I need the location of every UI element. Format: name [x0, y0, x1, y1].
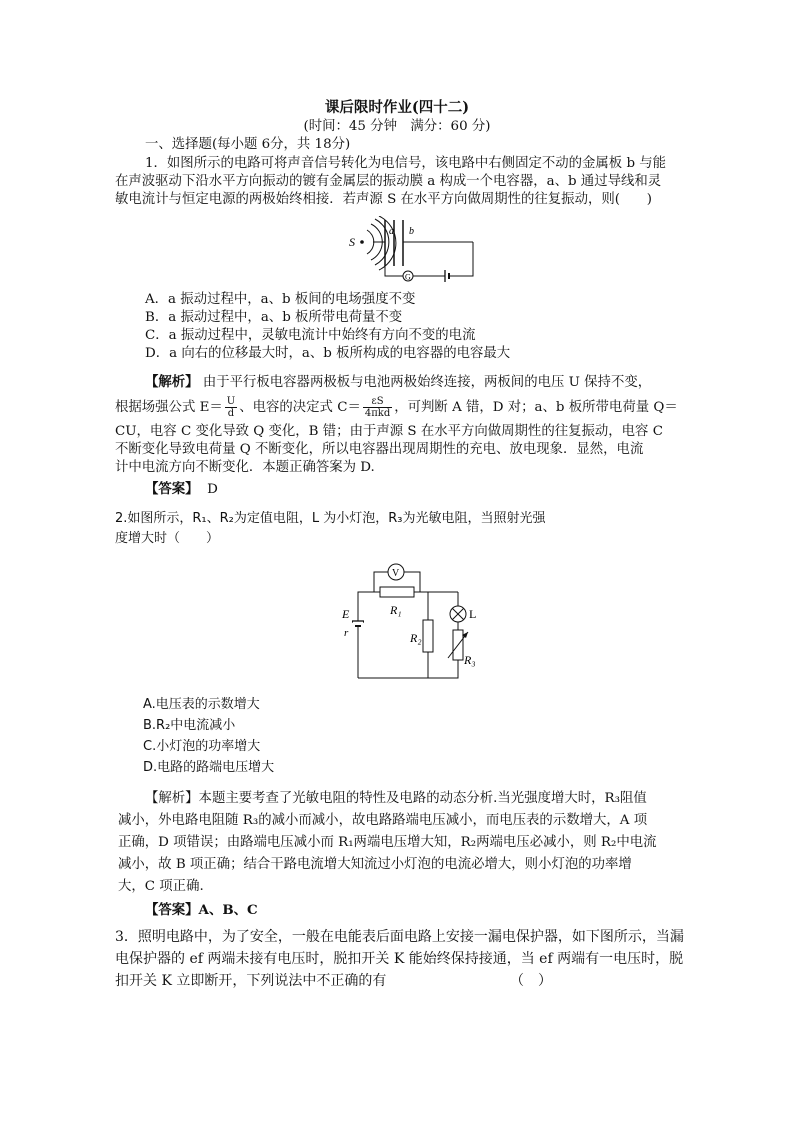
lamp-label: L: [469, 607, 477, 621]
q2-stem-line-2: 度增大时（ ）: [115, 531, 220, 546]
q1-analysis-line-4: 不断变化导致电荷量 Q 不断变化，所以电容器出现周期性的充电、放电现象．显然，电流: [115, 442, 644, 457]
sound-source-label: S: [349, 235, 355, 249]
plate-a-label: a: [389, 226, 394, 237]
sound-source-dot: [360, 240, 364, 244]
q1-answer: 【答案】 D: [145, 481, 218, 497]
resistor-r1: [380, 587, 414, 597]
q1-fraction-u-over-d: $\frac{U}{d}$: [226, 396, 236, 419]
wire-bottom-left: [385, 266, 403, 276]
q1-analysis-tag: 【解析】: [145, 374, 199, 390]
emf-label: E: [342, 607, 350, 621]
q1-capacitor-figure: [345, 216, 475, 288]
q1-stem-line-1: 1．如图所示的电路可将声音信号转化为电信号，该电路中右侧固定不动的金属板 b 与能: [145, 156, 667, 171]
galvanometer-label: G: [405, 272, 411, 282]
q1-analysis-line-2: 根据场强公式 E＝ $\frac{U}{d}$ 、电容的决定式 C＝ $\frac{\varepsilon S}{\text{4πkd}}$ ，可判断 A 错，D 对；a、b 板所带电荷量 Q＝: [115, 396, 678, 419]
q1-analysis-line-5: 计中电流方向不断变化．本题正确答案为 D.: [115, 460, 375, 475]
voltmeter-label: V: [392, 568, 400, 579]
q3-stem-line-3: 扣开关 K 立即断开，下列说法中不正确的有: [115, 973, 387, 989]
page-subtitle: (时间：45 分钟 满分：60 分): [303, 119, 491, 134]
q1-option-a: A．a 振动过程中，a、b 板间的电场强度不变: [145, 292, 416, 307]
q1-answer-tag: 【答案】: [145, 481, 199, 497]
q3-stem-line-2: 电保护器的 ef 两端未接有电压时，脱扣开关 K 能始终保持接通，当 ef 两端有一电压时，脱: [115, 951, 684, 967]
q2-analysis-line-2: 减小，外电路电阻随 R₃的减小而减小，故电路路端电压减小，而电压表的示数增大，A 项: [118, 813, 648, 828]
q2-option-d: D.电路的路端电压增大: [143, 760, 275, 775]
plate-b-label: b: [409, 226, 414, 237]
q1-analysis-line-3: CU，电容 C 变化导致 Q 变化，B 错；由于声源 S 在水平方向做周期性的往复振动，电容 C: [115, 424, 663, 439]
q2-analysis-line-1: 【解析】本题主要考查了光敏电阻的特性及电路的动态分析.当光强度增大时，R₃阻值: [145, 791, 647, 806]
q3-answer-paren: （ ）: [510, 973, 552, 989]
q3-stem-line-1: 3．照明电路中，为了安全，一般在电能表后面电路上安接一漏电保护器，如下图所示，当漏: [115, 929, 684, 945]
q2-circuit-figure: [340, 558, 480, 682]
r3-label: R₃: [464, 653, 476, 667]
q2-option-c: C.小灯泡的功率增大: [143, 739, 261, 754]
q2-option-b: B.R₂中电流减小: [143, 718, 236, 733]
q1-option-c: C．a 振动过程中，灵敏电流计中始终有方向不变的电流: [145, 328, 476, 343]
q1-option-d: D．a 向右的位移最大时，a、b 板所构成的电容器的电容最大: [145, 346, 511, 361]
q2-answer: 【答案】A、B、C: [145, 902, 258, 918]
q1-fraction-capacitance: $\frac{\varepsilon S}{\text{4πkd}}$: [364, 396, 391, 419]
q2-analysis-line-3: 正确，D 项错误；由路端电压减小而 R₁两端电压增大知，R₂两端电压必减小，则 R₂中电流: [118, 835, 657, 850]
internal-resistance-label: r: [344, 627, 349, 639]
r2-label: R₂: [410, 631, 422, 645]
section-heading: 一、选择题(每小题 6分，共 18分): [145, 137, 351, 152]
sound-wave-1: [367, 230, 374, 254]
r1-label: R₁: [390, 603, 402, 617]
q2-analysis-line-5: 大，C 项正确.: [118, 879, 204, 894]
page-title: 课后限时作业(四十二): [324, 99, 470, 116]
wire-bottom: [358, 660, 458, 678]
q1-analysis-line-1: 【解析】 由于平行板电容器两极板与电池两极始终连接，两板间的电压 U 保持不变，: [145, 374, 652, 390]
q2-analysis-line-4: 减小，故 B 项正确；结合干路电流增大知流过小灯泡的电流必增大，则小灯泡的功率增: [118, 857, 632, 872]
q1-stem-line-2: 在声波驱动下沿水平方向振动的镀有金属层的振动膜 a 构成一个电容器，a、b 通过导线和灵: [115, 174, 662, 189]
q1-option-b: B．a 振动过程中，a、b 板所带电荷量不变: [145, 310, 403, 325]
wire-left-branch: [358, 592, 380, 678]
resistor-r2: [423, 620, 433, 652]
q1-stem-line-3: 敏电流计与恒定电源的两极始终相接．若声源 S 在水平方向做周期性的往复振动，则( ): [115, 192, 652, 207]
q2-option-a: A.电压表的示数增大: [143, 697, 260, 712]
wire-return: [449, 242, 473, 276]
q2-stem-line-1: 2.如图所示，R₁、R₂为定值电阻，L 为小灯泡，R₃为光敏电阻，当照射光强: [115, 511, 546, 526]
